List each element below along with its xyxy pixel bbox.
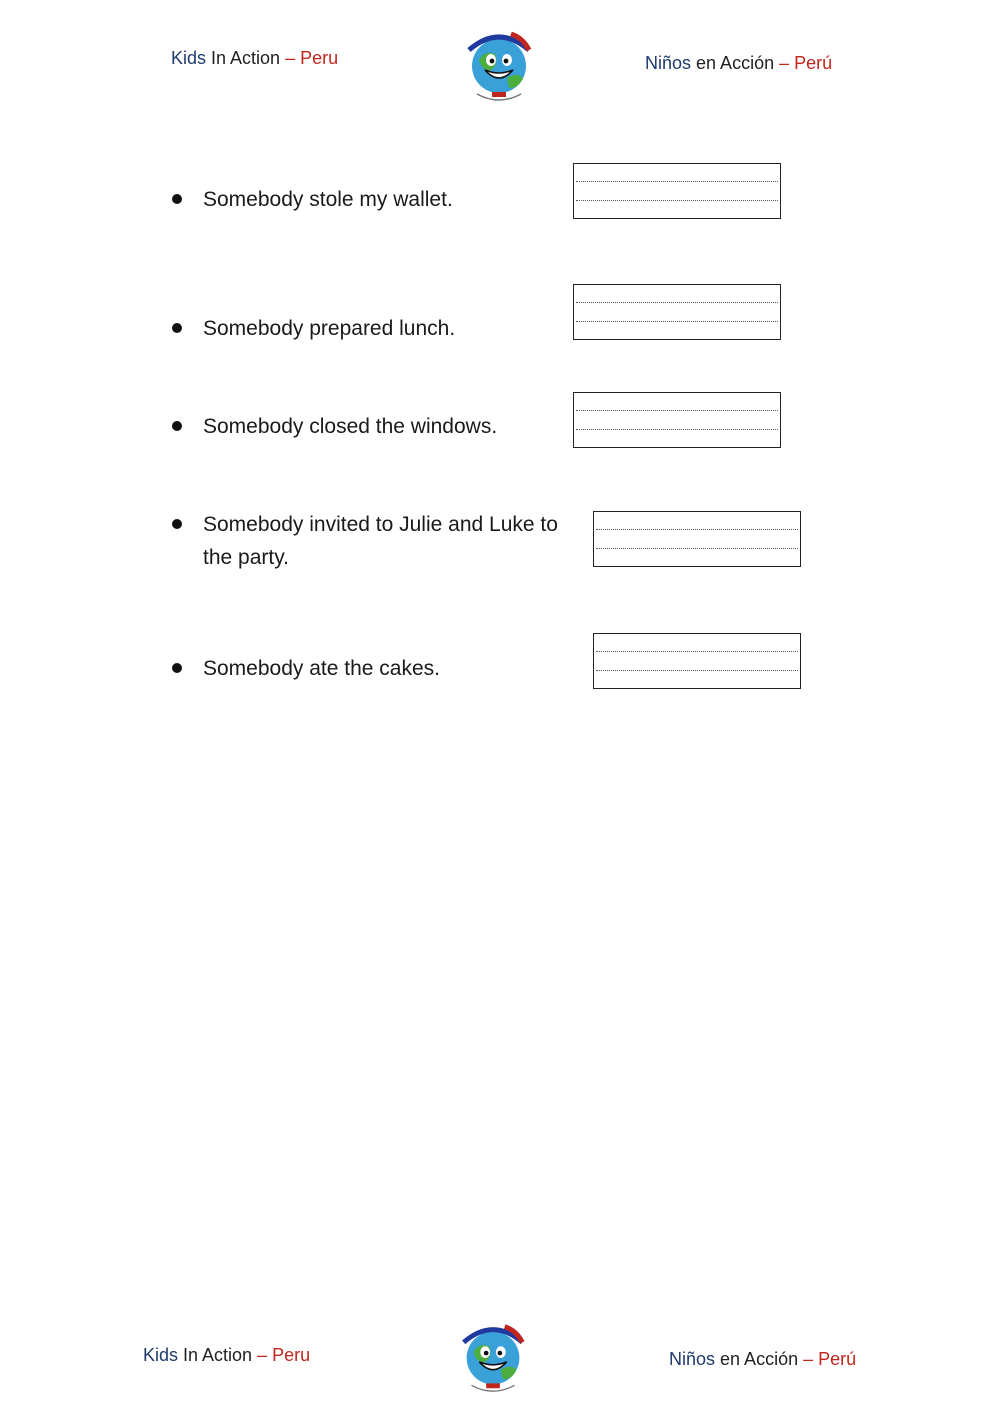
footer-right-peru: – Perú xyxy=(803,1349,857,1369)
dotted-line xyxy=(576,429,778,430)
header-left-peru: – Peru xyxy=(285,48,339,68)
footer-right-en-accion: en Acción xyxy=(715,1349,804,1369)
answer-box[interactable] xyxy=(573,163,781,219)
bullet-icon xyxy=(172,323,182,333)
answer-box[interactable] xyxy=(573,284,781,340)
header-right-title xyxy=(645,53,832,74)
dotted-line xyxy=(596,548,798,549)
header-right-peru: – Perú xyxy=(779,53,833,73)
dotted-line xyxy=(596,651,798,652)
kids-in-action-logo-icon xyxy=(455,20,543,108)
item-text: Somebody stole my wallet. xyxy=(203,188,453,211)
kids-in-action-footer-logo-icon xyxy=(450,1313,536,1399)
header-right-en-accion: en Acción xyxy=(691,53,780,73)
dotted-line xyxy=(596,529,798,530)
dotted-line xyxy=(576,200,778,201)
dotted-line xyxy=(576,410,778,411)
item-text: Somebody prepared lunch. xyxy=(203,317,456,340)
dotted-line xyxy=(576,181,778,182)
header-left-title xyxy=(171,48,338,69)
footer-left-peru: – Peru xyxy=(257,1345,311,1365)
answer-box[interactable] xyxy=(593,511,801,567)
header-right-ninos: Niños xyxy=(645,53,692,73)
answer-box[interactable] xyxy=(593,633,801,689)
item-text: Somebody invited to Julie and Luke to the party. xyxy=(203,513,558,569)
dotted-line xyxy=(576,321,778,322)
footer-left-in-action: In Action xyxy=(178,1345,258,1365)
footer-left-title xyxy=(143,1345,310,1366)
bullet-icon xyxy=(172,519,182,529)
header-left-kids: Kids xyxy=(171,48,207,68)
dotted-line xyxy=(576,302,778,303)
bullet-icon xyxy=(172,663,182,673)
item-text: Somebody closed the windows. xyxy=(203,415,498,438)
bullet-icon xyxy=(172,421,182,431)
footer-left-kids: Kids xyxy=(143,1345,179,1365)
dotted-line xyxy=(596,670,798,671)
item-text: Somebody ate the cakes. xyxy=(203,657,440,680)
footer-right-title xyxy=(669,1349,856,1370)
footer-right-ninos: Niños xyxy=(669,1349,716,1369)
header-left-in-action: In Action xyxy=(206,48,286,68)
bullet-icon xyxy=(172,194,182,204)
answer-box[interactable] xyxy=(573,392,781,448)
